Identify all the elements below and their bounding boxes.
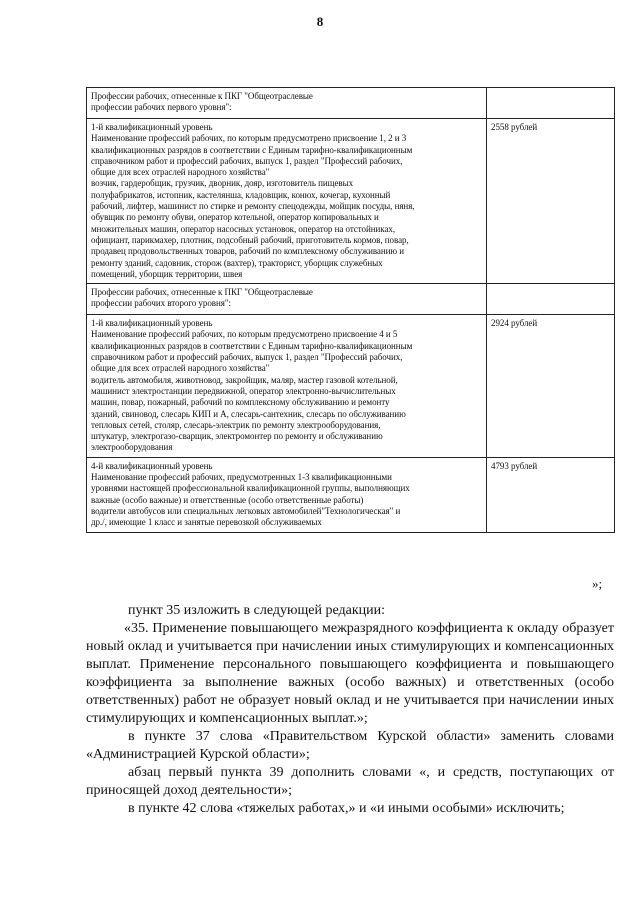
cell-line: зданий, свиновод, слесарь КИП и А, слесарь-сантехник, слесарь по обслуживанию (91, 408, 406, 419)
profession-cell (87, 88, 487, 119)
table-row (87, 119, 615, 284)
cell-line: штукатур, электрогазо-сварщик, электромонтер по ремонту и обслуживанию (91, 431, 383, 442)
paragraph-item-35: пункт 35 изложить в следующей редакции: (128, 603, 385, 618)
paragraph-item-39: абзац первый пункта 39 дополнить словами «, и средств, поступающих от приносящей доход деятельности»; (86, 765, 614, 798)
profession-cell (87, 315, 487, 458)
salary-cell (487, 284, 615, 315)
cell-line: Наименование профессий рабочих, по которым предусмотрено присвоение 1, 2 и 3 (91, 133, 407, 144)
amendment-text (86, 602, 614, 818)
cell-line: возчик, гардеробщик, грузчик, дворник, дояр, изготовитель пищевых (91, 178, 354, 189)
cell-line: справочником работ и профессий рабочих, выпуск 1, раздел "Профессий рабочих, (91, 352, 403, 363)
cell-line: уровнями настоящей профессиональной квалификационной группы, выполняющих (91, 483, 410, 494)
salary-cell: 2558 рублей (487, 119, 615, 284)
table-row (87, 315, 615, 458)
cell-line: ремонту зданий, садовник, сторож (вахтер), тракторист, уборщик служебных (91, 257, 383, 268)
cell-line: важные (особо важные) и ответственные (особо ответственные работы) (91, 494, 364, 505)
cell-line: рабочий, лифтер, машинист по стирке и ремонту спецодежды, мойщик посуды, няня, (91, 201, 415, 212)
level-title: 1-й квалификационный уровень (91, 318, 213, 329)
cell-line: профессии рабочих первого уровня": (91, 102, 232, 113)
cell-line: справочником работ и профессий рабочих, выпуск 1, раздел "Профессий рабочих, (91, 155, 403, 166)
cell-line: водители автобусов или специальных легковых автомобилей"Технологическая" и (91, 505, 401, 516)
salary-cell: 4793 рублей (487, 457, 615, 532)
cell-line: общие для всех отраслей народного хозяйства" (91, 363, 270, 374)
closing-quote: »; (592, 576, 603, 591)
cell-line: обувщик по ремонту обуви, оператор котельной, оператор копировальных и (91, 212, 379, 223)
cell-line: квалификационных разрядов в соответствии с Единым тарифно-квалификационным (91, 144, 413, 155)
profession-cell (87, 284, 487, 315)
cell-line: общие для всех отраслей народного хозяйства" (91, 167, 270, 178)
salary-table (86, 87, 615, 533)
table-row (87, 457, 615, 532)
cell-line: машин, повар, пожарный, рабочий по комплексному обслуживанию и ремонту (91, 397, 390, 408)
cell-line: Профессии рабочих, отнесенные к ПКГ "Общеотраслевые (91, 91, 313, 101)
paragraph-item-42: в пункте 42 слова «тяжелых работах,» и «и иными особыми» исключить; (128, 801, 565, 816)
paragraph-item-37: в пункте 37 слова «Правительством Курской области» заменить словами «Администрацией Курской области»; (86, 729, 614, 762)
cell-line: официант, парикмахер, плотник, подсобный рабочий, приготовитель кормов, повар, (91, 234, 409, 245)
level-title: 4-й квалификационный уровень (91, 460, 213, 471)
cell-line: др./, имеющие 1 класс и занятые перевозкой обслуживаемых (91, 517, 322, 528)
cell-line: множительных машин, оператор насосных установок, оператор на отстойниках, (91, 223, 396, 234)
cell-line: электрооборудования (91, 442, 173, 453)
cell-line: продавец продовольственных товаров, рабочий по комплексному обслуживанию и (91, 246, 405, 257)
cell-line: водитель автомобиля, животновод, закройщик, маляр, мастер газовой котельной, (91, 374, 398, 385)
cell-line: помещений, уборщик территории, швея (91, 268, 243, 279)
cell-line: полуфабрикатов, истопник, кастелянша, кладовщик, конюх, кочегар, кухонный (91, 189, 391, 200)
profession-cell (87, 119, 487, 284)
cell-line: профессии рабочих второго уровня": (91, 298, 231, 309)
cell-line: тепловых сетей, столяр, слесарь-электрик по ремонту электрооборудования, (91, 419, 381, 430)
paragraph-item-35-text: «35. Применение повышающего межразрядного коэффициента к окладу образует новый оклад и учитывается при начислении иных стимулирующих и компенсационных выплат. Применение персонального повышающего коэффициента и повышающего коэффициента за выполнение важных (особо важных) и ответственных (особо ответственных) работ не образует новый оклад и не учитывается при начислении иных стимулирующих и компенсационных выплат.»; (86, 621, 614, 726)
page-number: 8 (316, 14, 324, 29)
profession-cell (87, 457, 487, 532)
table-group-row (87, 88, 615, 119)
cell-line: Наименование профессий рабочих, по которым предусмотрено присвоение 4 и 5 (91, 329, 398, 340)
salary-cell (487, 88, 615, 119)
level-title: 1-й квалификационный уровень (91, 122, 213, 132)
cell-line: машинист электростанции передвижной, оператор электронно-вычислительных (91, 385, 396, 396)
table-group-row (87, 284, 615, 315)
cell-line: квалификационных разрядов в соответствии с Единым тарифно-квалификационным (91, 340, 413, 351)
cell-line: Наименование профессий рабочих, предусмотренных 1-3 квалификационными (91, 472, 392, 483)
cell-line: Профессии рабочих, отнесенные к ПКГ "Общеотраслевые (91, 287, 313, 298)
salary-cell: 2924 рублей (487, 315, 615, 458)
